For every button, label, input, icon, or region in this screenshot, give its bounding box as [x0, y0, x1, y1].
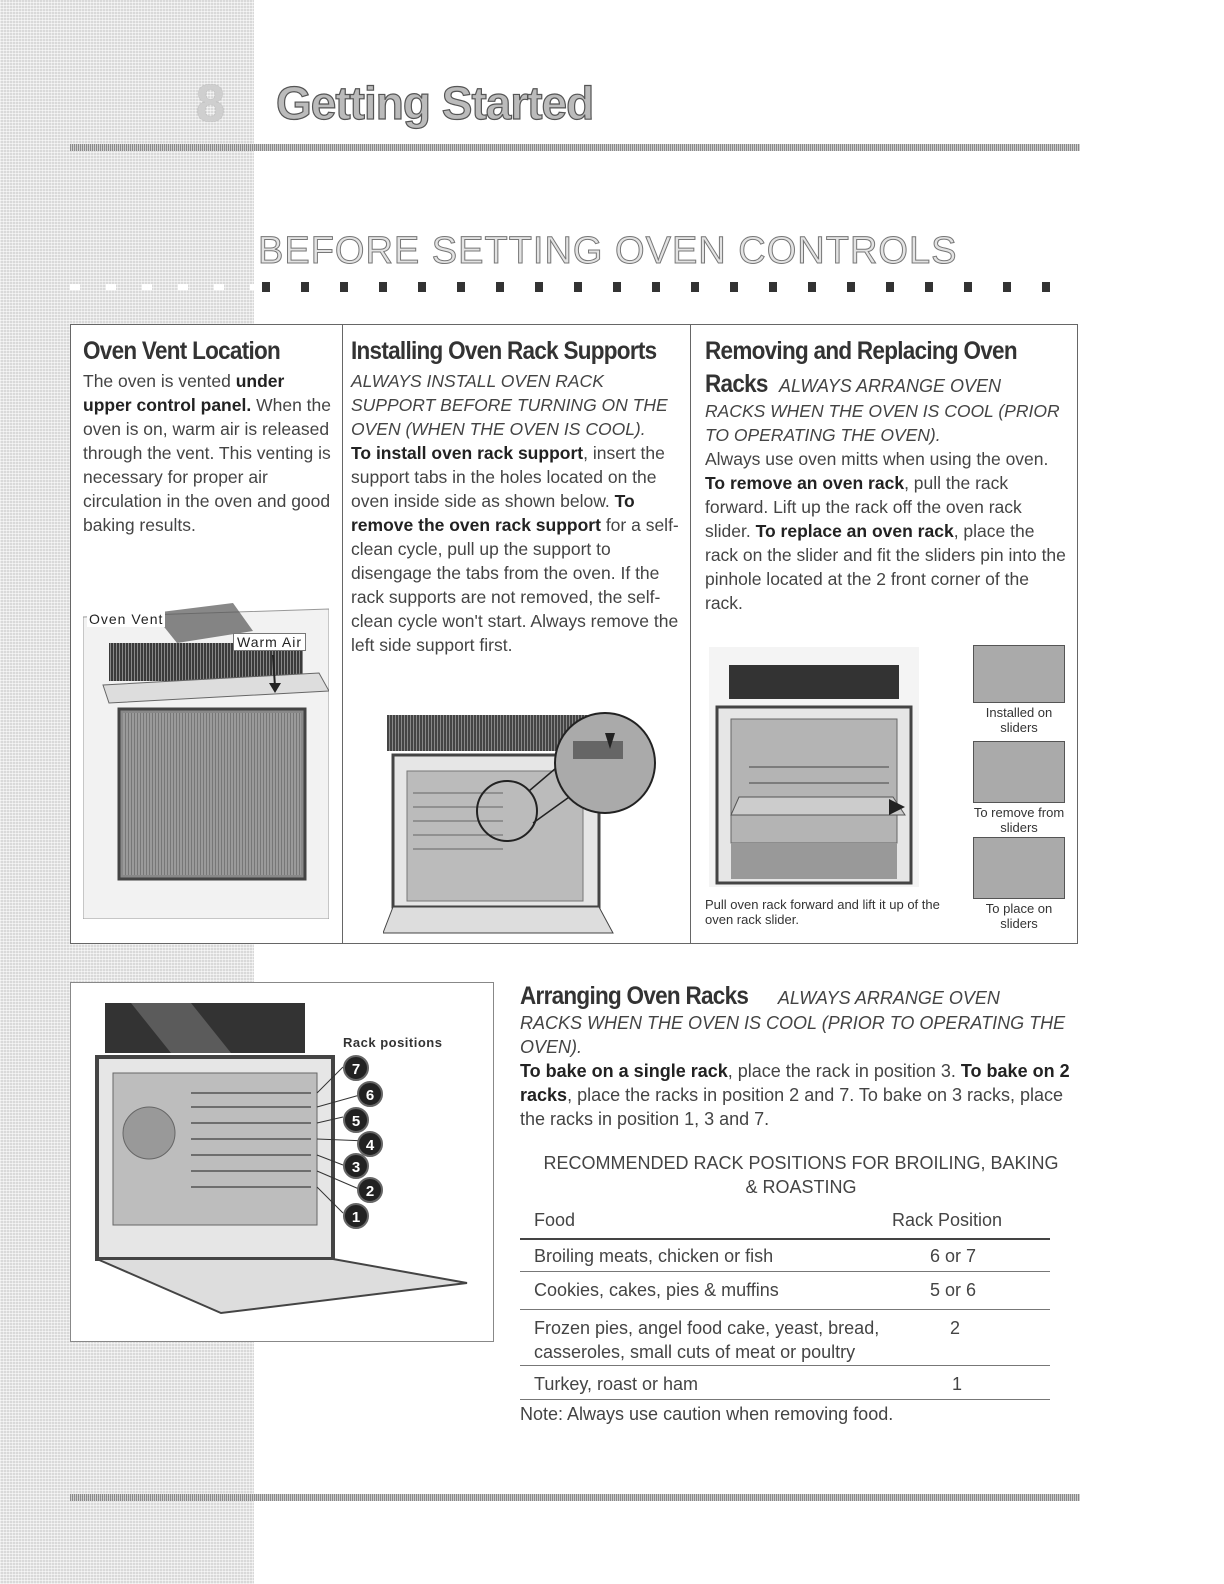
header-position: Rack Position: [892, 1210, 1003, 1230]
section-title: BEFORE SETTING OVEN CONTROLS: [258, 230, 958, 272]
slider-label-place: To place on sliders: [985, 901, 1053, 931]
slider-label-remove: To remove from sliders: [973, 805, 1065, 835]
slider-image-remove: [973, 741, 1065, 803]
header-food: Food: [534, 1210, 576, 1230]
warm-air-label: Warm Air: [233, 633, 306, 651]
rack-position-3: 3: [343, 1153, 369, 1179]
table-note: Note: Always use caution when removing food.: [520, 1404, 894, 1424]
vent-heading: Oven Vent Location: [83, 337, 281, 365]
vent-column: [71, 325, 343, 943]
arranging-text: To bake on a single rack, place the rack in position 3. To bake on 2 racks, place the racks in position 2 and 7. To bake on 3 racks, place the racks in position 1, 3 and 7.: [520, 1061, 1070, 1129]
rack-positions-table: [520, 1208, 1050, 1425]
arranging-heading: Arranging Oven Racks: [520, 982, 749, 1010]
header-rule: [70, 144, 1080, 151]
removing-warning: RACKS WHEN THE OVEN IS COOL (PRIOR TO OPERATING THE OVEN).: [705, 401, 1060, 445]
table-row: Broiling meats, chicken or fish 6 or 7: [520, 1240, 1050, 1272]
slider-image-installed: [973, 645, 1065, 703]
page-title: Getting Started: [276, 77, 594, 129]
rack-position-4: 4: [357, 1131, 383, 1157]
rack-position-2: 2: [357, 1177, 383, 1203]
rack-position-5: 5: [343, 1107, 369, 1133]
removing-mitts: Always use oven mitts when using the oven.: [705, 449, 1049, 469]
table-row: Turkey, roast or ham 1: [520, 1366, 1050, 1400]
supports-warning: ALWAYS INSTALL OVEN RACK SUPPORT BEFORE TURNING ON THE OVEN (WHEN THE OVEN IS COOL).: [351, 371, 668, 439]
slider-image-place: [973, 837, 1065, 899]
oven-rack-illustration: [709, 647, 919, 887]
rack-position-7: 7: [343, 1055, 369, 1081]
arranging-warning: RACKS WHEN THE OVEN IS COOL (PRIOR TO OPERATING THE OVEN).: [520, 1013, 1066, 1057]
supports-text: ALWAYS INSTALL OVEN RACK SUPPORT BEFORE TURNING ON THE OVEN (WHEN THE OVEN IS COOL). To install oven rack support, insert the support tabs in the holes located on the oven inside side as shown below. To remove the oven rack support for a self-clean cycle, pull up the support to disengage the tabs from the oven. If the rack supports are not removed, the self-clean cycle won't start. Always remove the left side support first.: [351, 369, 685, 657]
footer-rule: [70, 1494, 1080, 1501]
table-row: Cookies, cakes, pies & muffins 5 or 6: [520, 1272, 1050, 1310]
square-divider: [70, 282, 1080, 292]
supports-column: [343, 325, 691, 943]
rack-positions-illustration: [70, 982, 494, 1342]
removing-caption: Pull oven rack forward and lift it up of the oven rack slider.: [705, 897, 940, 927]
oven-vent-label: Oven Vent: [89, 611, 164, 627]
rack-position-6: 6: [357, 1081, 383, 1107]
table-title: RECOMMENDED RACK POSITIONS FOR BROILING, BAKING & ROASTING: [543, 1153, 1059, 1197]
rack-support-drawing: [383, 711, 673, 939]
oven-rack-drawing: [709, 647, 919, 887]
vent-text: The oven is vented under upper control panel. When the oven is on, warm air is released through the vent. This venting is necessary for proper air circulation in the oven and good baking results.: [83, 371, 331, 535]
rack-positions-label: Rack positions: [343, 1035, 443, 1050]
table-row: Frozen pies, angel food cake, yeast, bread, casseroles, small cuts of meat or poultry 2: [520, 1310, 1050, 1366]
page-number: 8: [196, 75, 225, 133]
slider-illustrations: [973, 645, 1065, 931]
removing-heading: Removing and Replacing Oven: [705, 337, 1017, 365]
supports-heading: Installing Oven Rack Supports: [351, 337, 657, 365]
removing-column: Removing and Replacing Oven Racks ALWAYS ARRANGE OVEN RACKS WHEN THE OVEN IS COOL (PRIOR TO OPERATING THE OVEN). Always use oven mitts when using the oven. To remove an oven rack, pull the rack forward. Lift up the rack off the oven rack slider. To replace an oven rack, place the rack on the slider and fit the sliders pin into the pinhole located at the 2 front corner of the rack. Pull oven rack forward and lift it up of the oven rack slider. Installed on sliders To remove from sliders To place on sliders: [691, 325, 1077, 943]
oven-vent-illustration: [83, 603, 329, 919]
removing-text: To remove an oven rack, pull the rack forward. Lift up the rack off the oven rack slider. To replace an oven rack, place the rack on the slider and fit the sliders pin into the pinhole located at the 2 front corner of the rack.: [705, 473, 1066, 613]
arranging-section: Arranging Oven Racks ALWAYS ARRANGE OVEN RACKS WHEN THE OVEN IS COOL (PRIOR TO OPERATING THE OVEN). To bake on a single rack, place the rack in position 3. To bake on 2 racks, place the racks in position 2 and 7. To bake on 3 racks, place the racks in position 1, 3 and 7. RECOMMENDED RACK POSITIONS FOR BROILING, BAKING & ROASTING: [520, 982, 1082, 1199]
info-box: [70, 324, 1078, 944]
rack-support-illustration: [383, 711, 673, 939]
slider-label-installed: Installed on sliders: [985, 705, 1053, 735]
table-header: [520, 1208, 1050, 1240]
rack-position-1: 1: [343, 1203, 369, 1229]
